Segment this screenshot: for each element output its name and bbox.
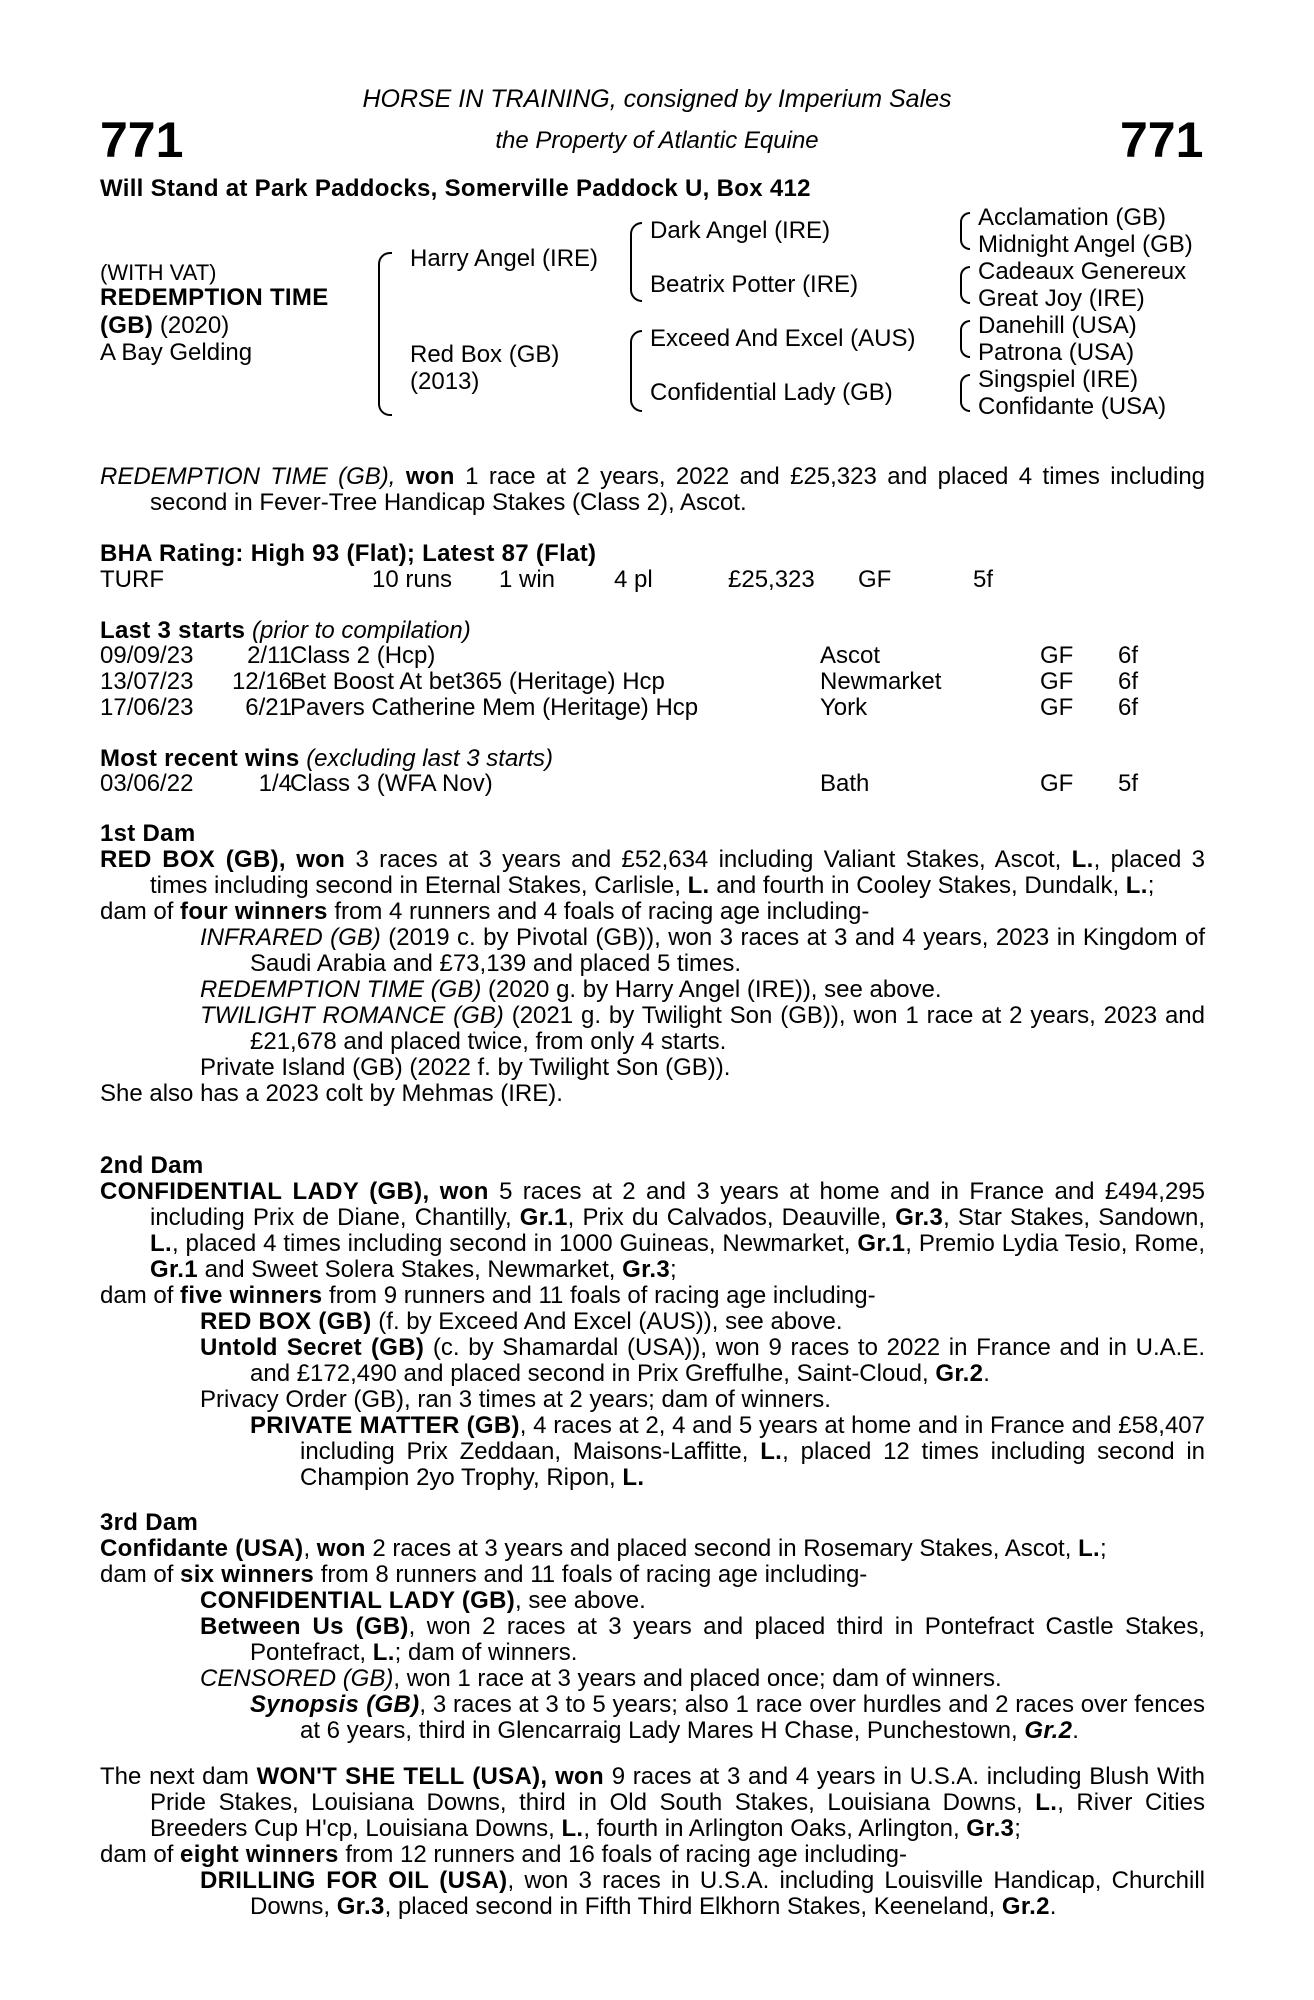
- horse-country: (GB): [100, 312, 154, 339]
- pedigree-dam: Red Box (GB): [410, 341, 560, 368]
- last3-course: Ascot: [820, 642, 881, 669]
- last3-table: [100, 643, 1205, 721]
- second-dam-produce-2: Untold Secret (GB) (c. by Shamardal (USA)), won 9 races to 2022 in France and in U.A.E. and £172,490 and placed second in Prix Greffulhe, Saint-Cloud, Gr.2.: [200, 1334, 1206, 1387]
- next-dam-produce-summary: dam of eight winners from 12 runners and 16 foals of racing age including-: [100, 1841, 907, 1868]
- last3-race: Pavers Catherine Mem (Heritage) Hcp: [290, 694, 699, 721]
- first-dam-produce-summary: dam of four winners from 4 runners and 4 foals of racing age including-: [100, 898, 870, 925]
- last3-dist: 6f: [1118, 642, 1139, 669]
- last3-row: [100, 669, 1205, 695]
- brace-g4: [960, 374, 970, 412]
- second-dam-title: 2nd Dam: [100, 1152, 204, 1179]
- first-dam-section: [100, 821, 1205, 1107]
- recent-wins-heading: Most recent wins (excluding last 3 starts): [100, 745, 553, 772]
- last3-date: 13/07/23: [100, 668, 194, 695]
- last3-race: Class 2 (Hcp): [290, 642, 436, 669]
- third-dam-section: [100, 1510, 1205, 1744]
- bha-wins: 1 win: [499, 566, 556, 593]
- second-dam-produce-summary: dam of five winners from 9 runners and 11 foals of racing age including-: [100, 1282, 876, 1309]
- pedigree-g8: Confidante (USA): [978, 393, 1167, 420]
- location-line: Will Stand at Park Paddocks, Somerville Paddock U, Box 412: [100, 175, 811, 202]
- second-dam-record: CONFIDENTIAL LADY (GB), won 5 races at 2 and 3 years at home and in France and £494,295 including Prix de Diane, Chantilly, Gr.1, Prix du Calvados, Deauville, Gr.3, Star Stakes, Sandown, L., placed 4 times including second in 1000 Guineas, Newmarket, Gr.1, Premio Lydia Tesio, Rome, Gr.1 and Sweet Solera Stakes, Newmarket, Gr.3;: [100, 1178, 1206, 1283]
- pedigree-dam-dam: Confidential Lady (GB): [650, 379, 893, 406]
- pedigree-g5: Danehill (USA): [978, 312, 1137, 339]
- brace-dam: [630, 330, 642, 412]
- horse-description: A Bay Gelding: [100, 339, 253, 366]
- recent-race: Class 3 (WFA Nov): [290, 770, 493, 797]
- lot-number-right: 771: [1120, 112, 1204, 168]
- last3-going: GF: [1040, 694, 1074, 721]
- second-dam-produce-1: RED BOX (GB) (f. by Exceed And Excel (AUS)), see above.: [200, 1308, 843, 1335]
- third-dam-record: Confidante (USA), won 2 races at 3 years and placed second in Rosemary Stakes, Ascot, L.;: [100, 1535, 1107, 1562]
- bha-surface: TURF: [100, 566, 164, 593]
- third-dam-produce-3: CENSORED (GB), won 1 race at 3 years and placed once; dam of winners.: [200, 1665, 1002, 1692]
- summary-paragraph: REDEMPTION TIME (GB), won 1 race at 2 years, 2022 and £25,323 and placed 4 times including second in Fever-Tree Handicap Stakes (Class 2), Ascot.: [100, 463, 1206, 516]
- second-dam-section: [100, 1153, 1205, 1491]
- recent-wins-table: [100, 771, 1205, 797]
- pedigree-g6: Patrona (USA): [978, 339, 1135, 366]
- vat-note: (WITH VAT): [100, 260, 217, 285]
- last3-course: York: [820, 694, 868, 721]
- bha-distance: 5f: [973, 566, 994, 593]
- first-dam-produce-2: REDEMPTION TIME (GB) (2020 g. by Harry Angel (IRE)), see above.: [200, 976, 942, 1003]
- first-dam-note: She also has a 2023 colt by Mehmas (IRE).: [100, 1080, 563, 1107]
- recent-dist: 5f: [1118, 770, 1139, 797]
- last3-going: GF: [1040, 668, 1074, 695]
- brace-sire: [630, 222, 642, 302]
- bha-turf-row: [100, 567, 1205, 593]
- pedigree-dam-sire: Exceed And Excel (AUS): [650, 325, 916, 352]
- last3-pos: 12/16: [231, 668, 292, 695]
- first-dam-title: 1st Dam: [100, 820, 196, 847]
- bha-earnings: £25,323: [728, 566, 815, 593]
- brace-main: [378, 252, 392, 416]
- last3-dist: 6f: [1118, 668, 1139, 695]
- pedigree-sire-sire: Dark Angel (IRE): [650, 217, 831, 244]
- recent-course: Bath: [820, 770, 870, 797]
- last3-dist: 6f: [1118, 694, 1139, 721]
- consignment-line: HORSE IN TRAINING, consigned by Imperium Sales: [362, 85, 952, 113]
- horse-year: (2020): [159, 312, 230, 339]
- last3-date: 09/09/23: [100, 642, 194, 669]
- last3-pos: 2/11: [247, 642, 292, 669]
- horse-name: REDEMPTION TIME: [100, 284, 329, 311]
- bha-title: BHA Rating: High 93 (Flat); Latest 87 (Flat): [100, 540, 597, 567]
- next-dam-record: The next dam WON'T SHE TELL (USA), won 9 races at 3 and 4 years in U.S.A. including Blush With Pride Stakes, Louisiana Downs, third in Old South Stakes, Louisiana Downs, L., River Cities Breeders Cup H'cp, Louisiana Downs, L., fourth in Arlington Oaks, Arlington, Gr.3;: [100, 1763, 1205, 1842]
- lot-number-left: 771: [100, 112, 184, 168]
- last3-heading: Last 3 starts (prior to compilation): [100, 617, 471, 644]
- next-dam-section: [100, 1764, 1205, 1920]
- first-dam-produce-4: Private Island (GB) (2022 f. by Twilight Son (GB)).: [200, 1054, 731, 1081]
- bha-going: GF: [858, 566, 892, 593]
- pedigree-g1: Acclamation (GB): [978, 204, 1167, 231]
- horse-country-year: [100, 313, 229, 339]
- pedigree-g2: Midnight Angel (GB): [978, 231, 1193, 258]
- brace-g3: [960, 320, 970, 358]
- brace-g1: [960, 212, 970, 250]
- third-dam-produce-1: CONFIDENTIAL LADY (GB), see above.: [200, 1587, 646, 1614]
- property-line: the Property of Atlantic Equine: [495, 127, 819, 154]
- first-dam-record: RED BOX (GB), won 3 races at 3 years and £52,634 including Valiant Stakes, Ascot, L., placed 3 times including second in Eternal Stakes, Carlisle, L. and fourth in Cooley Stakes, Dundalk, L.;: [100, 846, 1205, 899]
- second-dam-grandproduce-1: PRIVATE MATTER (GB), 4 races at 2, 4 and 5 years at home and in France and £58,407 including Prix Zeddaan, Maisons-Laffitte, L., placed 12 times including second in Champion 2yo Trophy, Ripon, L.: [250, 1412, 1206, 1491]
- bha-runs: 10 runs: [372, 566, 453, 593]
- last3-course: Newmarket: [820, 668, 942, 695]
- bha-placed: 4 pl: [614, 566, 653, 593]
- recent-going: GF: [1040, 770, 1074, 797]
- brace-g2: [960, 266, 970, 304]
- pedigree-g7: Singspiel (IRE): [978, 366, 1139, 393]
- last3-date: 17/06/23: [100, 694, 194, 721]
- last3-row: [100, 695, 1205, 721]
- recent-pos: 1/4: [258, 770, 292, 797]
- third-dam-title: 3rd Dam: [100, 1509, 199, 1536]
- third-dam-grandproduce-1: Synopsis (GB), 3 races at 3 to 5 years; also 1 race over hurdles and 2 races over fences at 6 years, third in Glencarraig Lady Mares H Chase, Punchestown, Gr.2.: [250, 1691, 1205, 1744]
- third-dam-produce-summary: dam of six winners from 8 runners and 11 foals of racing age including-: [100, 1561, 868, 1588]
- pedigree-dam-year: (2013): [410, 368, 480, 395]
- first-dam-produce-1: INFRARED (GB) (2019 c. by Pivotal (GB)), won 3 races at 3 and 4 years, 2023 in Kingdom of Saudi Arabia and £73,139 and placed 5 times.: [200, 924, 1206, 977]
- last3-pos: 6/21: [245, 694, 292, 721]
- pedigree-sire-dam: Beatrix Potter (IRE): [650, 271, 859, 298]
- second-dam-produce-3: Privacy Order (GB), ran 3 times at 2 years; dam of winners.: [200, 1386, 831, 1413]
- first-dam-produce-3: TWILIGHT ROMANCE (GB) (2021 g. by Twilight Son (GB)), won 1 race at 2 years, 2023 and £21,678 and placed twice, from only 4 starts.: [200, 1002, 1205, 1055]
- last3-race: Bet Boost At bet365 (Heritage) Hcp: [290, 668, 665, 695]
- next-dam-produce-1: DRILLING FOR OIL (USA), won 3 races in U.S.A. including Louisville Handicap, Churchill Downs, Gr.3, placed second in Fifth Third Elkhorn Stakes, Keeneland, Gr.2.: [200, 1867, 1205, 1920]
- pedigree-sire: Harry Angel (IRE): [410, 245, 599, 272]
- pedigree-g4: Great Joy (IRE): [978, 285, 1145, 312]
- last3-going: GF: [1040, 642, 1074, 669]
- third-dam-produce-2: Between Us (GB), won 2 races at 3 years and placed third in Pontefract Castle Stakes, Pontefract, L.; dam of winners.: [200, 1613, 1206, 1666]
- recent-date: 03/06/22: [100, 770, 194, 797]
- pedigree-g3: Cadeaux Genereux: [978, 258, 1187, 285]
- last3-row: [100, 643, 1205, 669]
- recent-row: [100, 771, 1205, 797]
- summary-section: [100, 464, 1205, 516]
